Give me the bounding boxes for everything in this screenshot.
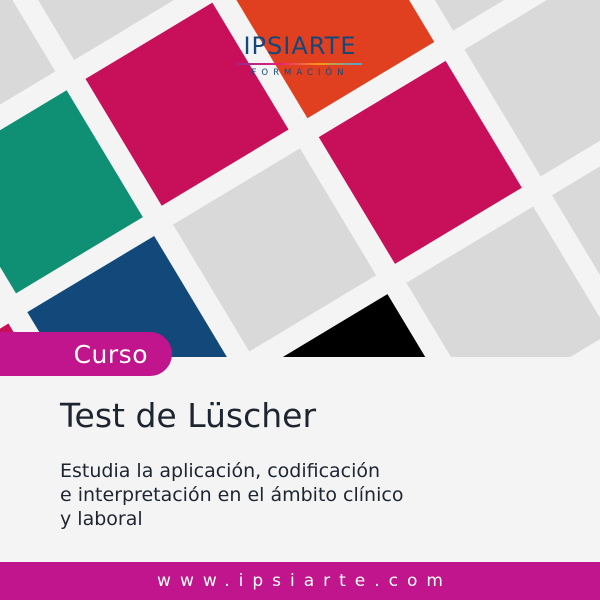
website-link[interactable]: www.ipsiarte.com [157,571,452,591]
description-line: e interpretación en el ámbito clínico [60,484,404,506]
logo-gradient-line [238,63,362,65]
course-type-label: Curso [73,339,148,369]
footer-bar [0,562,600,600]
description-line: Estudia la aplicación, codificación [60,460,381,482]
course-title: Test de Lüscher [60,396,317,435]
logo-tagline: FORMACIÓN [251,68,349,78]
description-line: y laboral [60,508,143,530]
course-type-badge [0,332,172,376]
logo-wordmark: IPSIARTE [243,32,357,60]
course-description [60,459,580,531]
ipsiarte-logo [238,33,362,85]
